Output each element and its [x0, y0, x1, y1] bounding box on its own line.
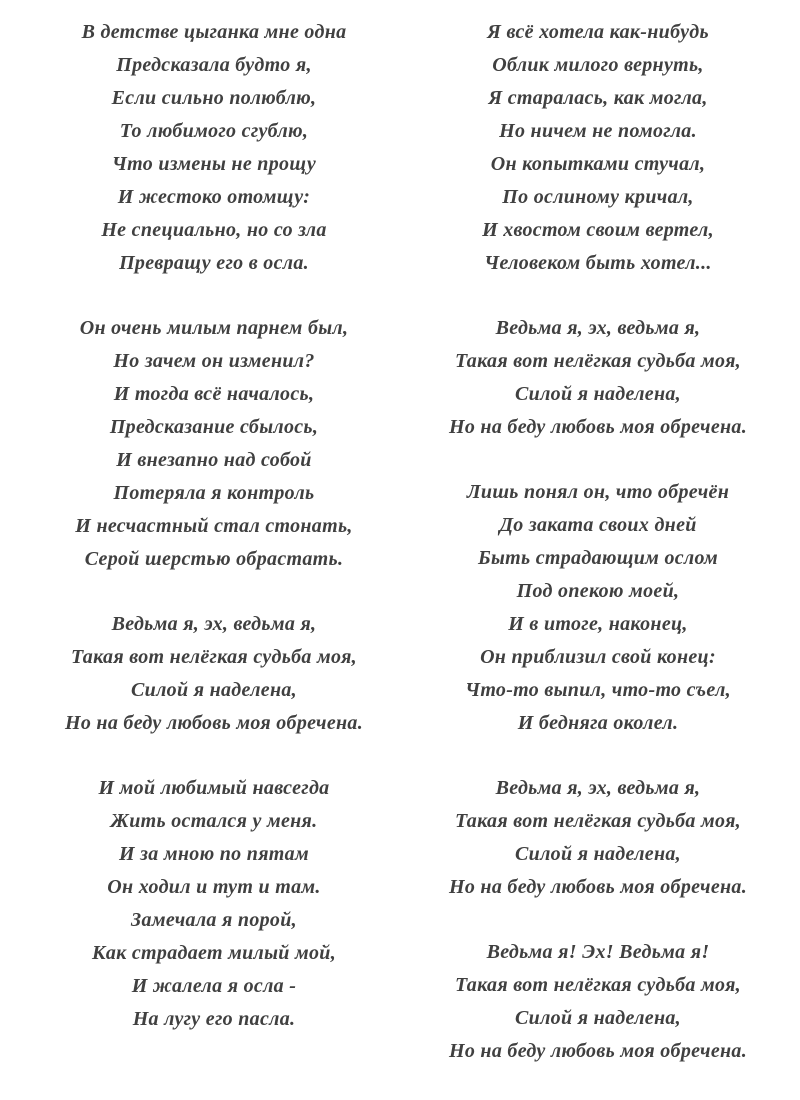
poem-line: Он копытками стучал, — [490, 153, 706, 175]
poem-line: И бедняга околел. — [517, 712, 679, 734]
poem-line: И жалела я осла - — [131, 975, 297, 997]
poem-line: До заката своих дней — [499, 514, 697, 536]
poem-line: И за мною по пятам — [119, 843, 309, 865]
poem-line: Как страдает милый мой, — [91, 942, 337, 964]
stanza — [398, 936, 798, 1068]
poem-line: Серой шерстью обрастать. — [84, 548, 344, 570]
poem-line: Он ходил и тут и там. — [107, 876, 321, 898]
poem-line: Ведьма я, эх, ведьма я, — [111, 613, 317, 635]
poem-line: Превращу его в осла. — [119, 252, 309, 274]
poem-line: И тогда всё началось, — [113, 383, 315, 405]
stanza — [14, 312, 414, 576]
poem-line: Но на беду любовь моя обречена. — [448, 876, 748, 898]
poem-line: Но на беду любовь моя обречена. — [64, 712, 364, 734]
poem-line: Ведьма я! Эх! Ведьма я! — [486, 941, 710, 963]
poem-line: Такая вот нелёгкая судьба моя, — [71, 646, 357, 668]
poem-line: Такая вот нелёгкая судьба моя, — [455, 974, 741, 996]
poem-line: Если сильно полюблю, — [111, 87, 317, 109]
poem-line: Он очень милым парнем был, — [79, 317, 349, 339]
poem-line: Замечала я порой, — [131, 909, 297, 931]
stanza — [14, 608, 414, 740]
poem-line: Жить остался у меня. — [110, 810, 318, 832]
poem-line: Но на беду любовь моя обречена. — [448, 1040, 748, 1062]
poem-line: Но зачем он изменил? — [113, 350, 315, 372]
poem-line: Ведьма я, эх, ведьма я, — [495, 777, 701, 799]
poem-line: Человеком быть хотел... — [484, 252, 712, 274]
poem-line: Но на беду любовь моя обречена. — [448, 416, 748, 438]
poem-line: На лугу его пасла. — [132, 1008, 296, 1030]
stanza — [398, 312, 798, 444]
poem-line: Лишь понял он, что обречён — [466, 481, 730, 503]
poem-line: Быть страдающим ослом — [477, 547, 719, 569]
poem-line: Что-то выпил, что-то съел, — [465, 679, 731, 701]
poem-line: Облик милого вернуть, — [492, 54, 704, 76]
poem-line: Я всё хотела как-нибудь — [487, 21, 709, 43]
poem-line: И внезапно над собой — [116, 449, 312, 471]
poem-line: Силой я наделена, — [515, 383, 681, 405]
poem-line: Не специально, но со зла — [101, 219, 327, 241]
poem-line: Потеряла я контроль — [113, 482, 315, 504]
poem-line: Предсказала будто я, — [116, 54, 312, 76]
stanza — [398, 476, 798, 740]
poem-line: Силой я наделена, — [131, 679, 297, 701]
poem-line: Он приблизил свой конец: — [480, 646, 716, 668]
left-column — [14, 16, 414, 1068]
poem-line: Такая вот нелёгкая судьба моя, — [455, 810, 741, 832]
poem-line: И жестоко отомщу: — [117, 186, 311, 208]
poem-line: Под опекою моей, — [516, 580, 680, 602]
poem-line: И в итоге, наконец, — [508, 613, 688, 635]
poem-line: По ослиному кричал, — [502, 186, 694, 208]
poem-line: Силой я наделена, — [515, 1007, 681, 1029]
poem-line: То любимого сгублю, — [119, 120, 309, 142]
stanza — [398, 16, 798, 280]
stanza — [398, 772, 798, 904]
poem-line: В детстве цыганка мне одна — [81, 21, 347, 43]
poem-line: И хвостом своим вертел, — [482, 219, 714, 241]
poem-line: И мой любимый навсегда — [98, 777, 330, 799]
poem-line: Силой я наделена, — [515, 843, 681, 865]
right-column — [398, 16, 798, 1100]
poem-line: Но ничем не помогла. — [499, 120, 697, 142]
poem-line: Что измены не прощу — [111, 153, 317, 175]
poem-line: Такая вот нелёгкая судьба моя, — [455, 350, 741, 372]
stanza — [14, 772, 414, 1036]
poem-line: И несчастный стал стонать, — [75, 515, 353, 537]
stanza — [14, 16, 414, 280]
poem-line: Предсказание сбылось, — [109, 416, 319, 438]
poem-line: Я старалась, как могла, — [488, 87, 708, 109]
poem-line: Ведьма я, эх, ведьма я, — [495, 317, 701, 339]
